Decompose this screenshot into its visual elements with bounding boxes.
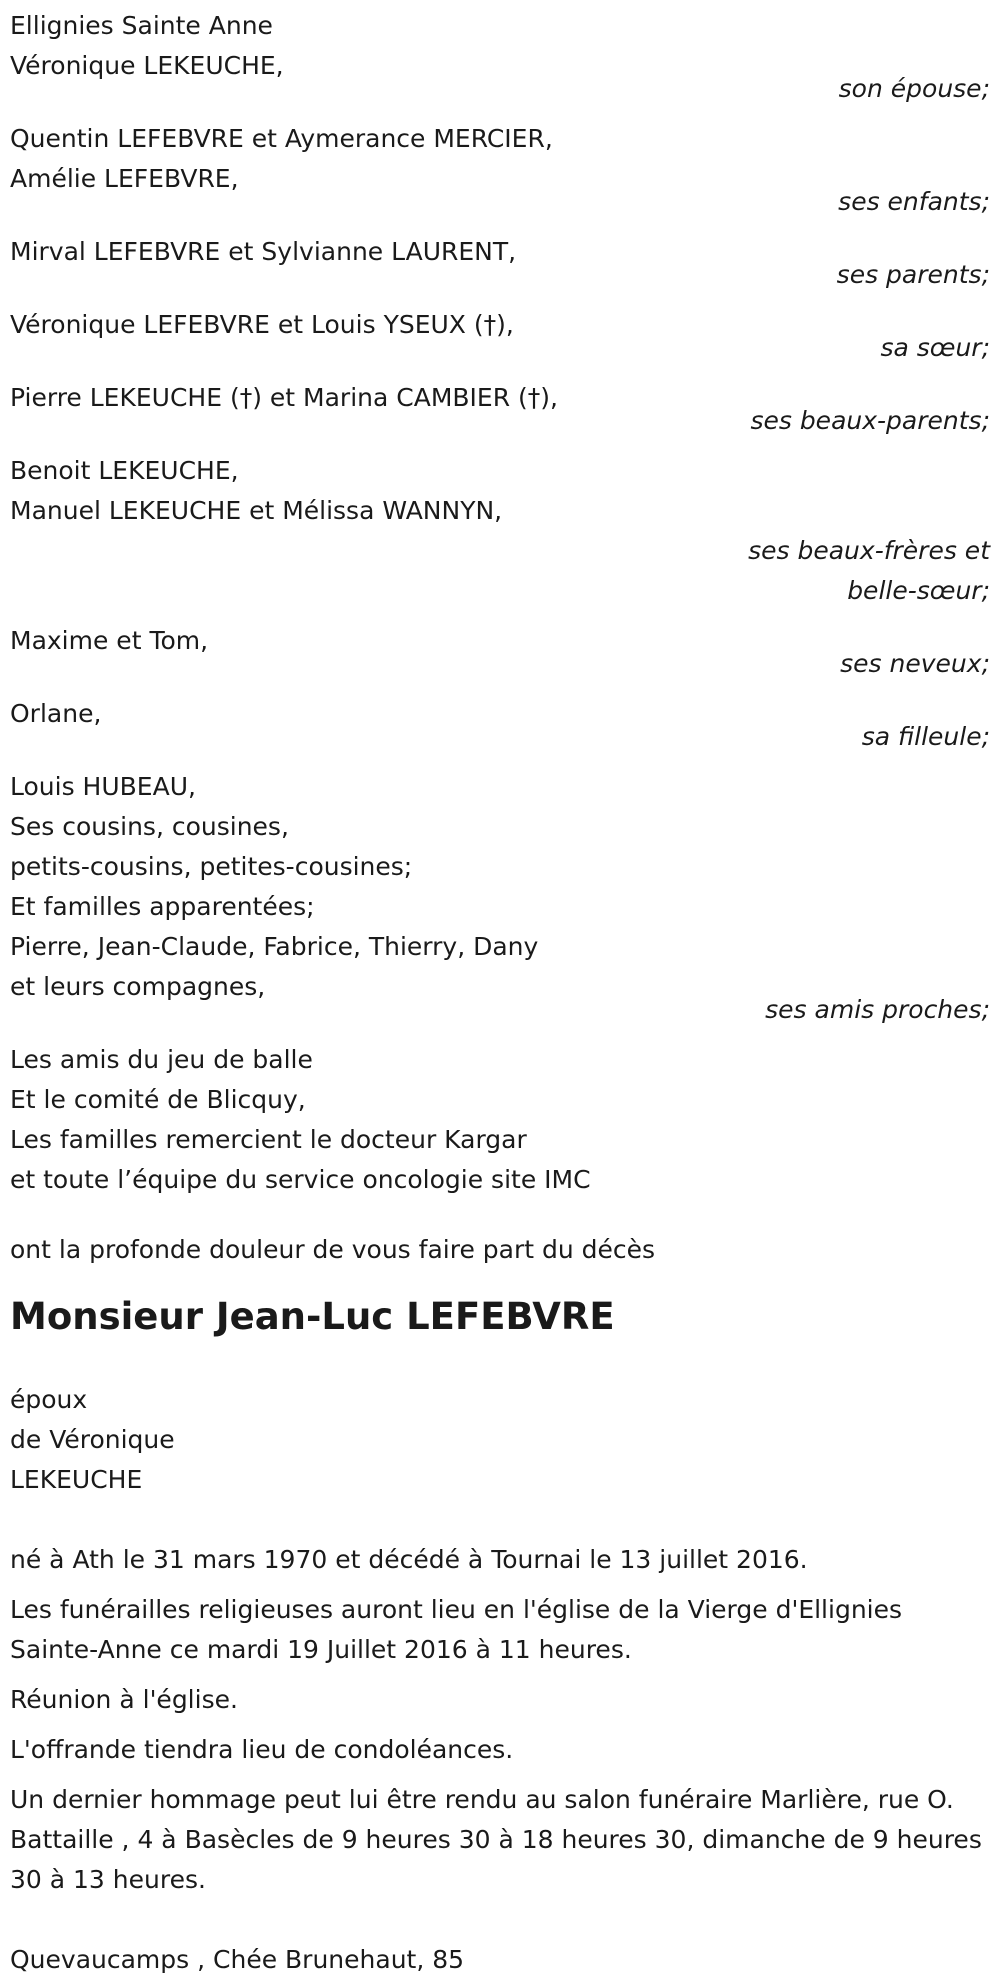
family-entry (10, 767, 990, 1030)
relation-label: belle-sœur; (847, 576, 990, 605)
relation-label: ses amis proches; (765, 995, 990, 1024)
family-name-line: et leurs compagnes, (10, 972, 266, 1001)
family-entry (10, 232, 990, 295)
family-entry (10, 694, 990, 757)
location-header: Ellignies Sainte Anne (10, 11, 273, 40)
spouse-block (10, 1380, 990, 1500)
spouse-line: époux (10, 1385, 88, 1414)
spouse-line: de Véronique (10, 1425, 175, 1454)
family-entry (10, 451, 990, 611)
meeting-text: Réunion à l'église. (10, 1685, 238, 1714)
family-entry (10, 305, 990, 368)
funeral-text: Les funérailles religieuses auront lieu en l'église de la Vierge d'Ellignies Sainte-Anne ce mardi 19 Juillet 2016 à 11 heures. (10, 1595, 903, 1664)
birth-death-text: né à Ath le 31 mars 1970 et décédé à Tournai le 13 juillet 2016. (10, 1545, 808, 1574)
family-name-line: Et familles apparentées; (10, 892, 315, 921)
deceased-name: Monsieur Jean-Luc LEFEBVRE (10, 1295, 615, 1338)
homage-text: Un dernier hommage peut lui être rendu au salon funéraire Marlière, rue O. Battaille , 4 à Basècles de 9 heures 30 à 18 heures 30, dimanche de 9 heures 30 à 13 heures. (10, 1785, 982, 1894)
family-entry (10, 46, 990, 109)
address-text: Quevaucamps , Chée Brunehaut, 85 (10, 1945, 465, 1974)
family-name-line: petits-cousins, petites-cousines; (10, 852, 413, 881)
offering-text: L'offrande tiendra lieu de condoléances. (10, 1735, 514, 1764)
family-name-line: Orlane, (10, 699, 102, 728)
family-name-line: Quentin LEFEBVRE et Aymerance MERCIER, (10, 124, 553, 153)
relation-label: ses beaux-parents; (750, 406, 990, 435)
relation-label: ses enfants; (838, 187, 990, 216)
others-line: et toute l’équipe du service oncologie site IMC (10, 1165, 591, 1194)
family-name-line: Benoit LEKEUCHE, (10, 456, 239, 485)
relation-label: ses neveux; (840, 649, 990, 678)
relation-label: sa filleule; (861, 722, 990, 751)
family-name-line: Maxime et Tom, (10, 626, 209, 655)
relation-label: son épouse; (838, 74, 990, 103)
relation-label: ses parents; (836, 260, 990, 289)
family-name-line: Manuel LEKEUCHE et Mélissa WANNYN, (10, 496, 503, 525)
others-block (10, 1040, 990, 1200)
announcement-text: ont la profonde douleur de vous faire part du décès (10, 1235, 656, 1264)
relation-label: sa sœur; (880, 333, 990, 362)
others-line: Les familles remercient le docteur Kargar (10, 1125, 527, 1154)
others-line: Les amis du jeu de balle (10, 1045, 313, 1074)
others-line: Et le comité de Blicquy, (10, 1085, 306, 1114)
family-list (10, 46, 990, 1030)
family-entry (10, 119, 990, 222)
family-name-line: Amélie LEFEBVRE, (10, 164, 239, 193)
family-entry (10, 378, 990, 441)
relation-label: ses beaux-frères et (748, 536, 990, 565)
family-name-line: Véronique LEFEBVRE et Louis YSEUX (†), (10, 310, 514, 339)
spouse-line: LEKEUCHE (10, 1465, 143, 1494)
family-name-line: Mirval LEFEBVRE et Sylvianne LAURENT, (10, 237, 517, 266)
family-name-line: Ses cousins, cousines, (10, 812, 289, 841)
family-entry (10, 621, 990, 684)
family-name-line: Véronique LEKEUCHE, (10, 51, 284, 80)
family-name-line: Pierre, Jean-Claude, Fabrice, Thierry, Dany (10, 932, 539, 961)
family-name-line: Pierre LEKEUCHE (†) et Marina CAMBIER (†), (10, 383, 558, 412)
obituary-document (10, 6, 990, 1980)
family-name-line: Louis HUBEAU, (10, 772, 196, 801)
